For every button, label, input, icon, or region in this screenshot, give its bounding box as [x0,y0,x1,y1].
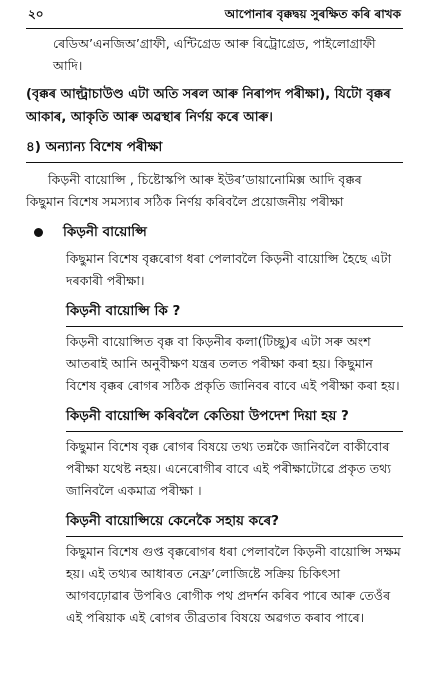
question-heading: কিড়নী বায়োপ্সিয়ে কেনেকৈ সহায় কৰে? [66,510,403,537]
bullet-body: কিছুমান বিশেষ বৃক্কৰোগ ধৰা পেলাবলৈ কিড়নী বায়োপ্সি হৈছে এটা দৰকাৰী পৰীক্ষা। [66,251,392,288]
answer-paragraph: কিছুমান বিশেষ বৃক্ক ৰোগৰ বিষয়ে তথ্য তন্নকৈ জানিবলৈ বাকীবোৰ পৰীক্ষা যথেষ্ট নহয়। এনেৰোগীৰ বাবে এই পৰীক্ষাটোৱে প্ৰকৃত তথ্য জানিবলৈ একমাত্ৰ পৰীক্ষা । [66,439,391,498]
answer-paragraph: কিছুমান বিশেষ গুপ্ত বৃক্কৰোগৰ ধৰা পেলাবলৈ কিড়নী বায়োপ্সি সক্ষম হয়। এই তথ্যৰ আধাৰত নেফ্ৰ’লোজিষ্টে সক্ৰিয় চিকিৎসা আগবঢ়োৱাৰ উপৰিও ৰোগীক পথ প্ৰদৰ্শন কৰিব পাৰে আৰু তেওঁৰ এই পৰিয়াক এই ৰোগৰ তীব্ৰতাৰ বিষয়ে অৱগত কৰাব পাৰে। [66,544,401,625]
question-heading: কিড়নী বায়োপ্সি কি ? [66,300,403,327]
intro-paragraph: ৰেডিঅ’এনজিঅ’গ্ৰাফী, এন্টিগ্ৰেড আৰু ৰিট্ৰোগ্ৰেড, পাইলোগ্ৰাফী আদি। [53,36,376,73]
bullet-icon [34,228,43,237]
question-heading: কিড়নী বায়োপ্সি কৰিবলৈ কেতিয়া উপদেশ দিয়া হয় ? [66,405,403,432]
section-heading: ৪) অন্যান্য বিশেষ পৰীক্ষা [26,136,403,163]
page-number: ২০ [28,7,44,21]
bullet-item [26,221,403,244]
answer-paragraph: কিড়নী বায়োপ্সিত বৃক্ক বা কিড়নীৰ কলা(টিচ্ছু)ৰ এটা সৰু অংশ আতৰাই আনি অনুবীক্ষণ যন্ত্ৰৰ তলত পৰীক্ষা কৰা হয়। কিছুমান বিশেষ বৃক্কৰ ৰোগৰ সঠিক প্ৰকৃতি জানিবৰ বাবে এই পৰীক্ষা কৰা হয়। [66,334,400,393]
bullet-label: কিড়নী বায়োপ্সি [63,224,147,240]
section-body: কিড়নী বায়োপ্সি , চিষ্টোস্কপি আৰু ইউৰ’ডায়ানোমিক্স আদি বৃক্কৰ কিছুমান বিশেষ সমস্যাৰ সঠিক নিৰ্ণয় কৰিবলৈ প্ৰয়োজনীয় পৰীক্ষা [26,172,362,209]
ultrasound-note: (বৃক্কৰ আল্ট্ৰাচাউণ্ড এটা অতি সৰল আৰু নিৰাপদ পৰীক্ষা), যিটো বৃক্কৰ আকাৰ, আকৃতি আৰু অৱস্থাৰ নিৰ্ণয় কৰে আৰু। [26,87,391,125]
page-header [26,0,403,29]
running-title: আপোনাৰ বৃক্কদ্বয় সুৰক্ষিত কৰি ৰাখক [224,7,401,21]
